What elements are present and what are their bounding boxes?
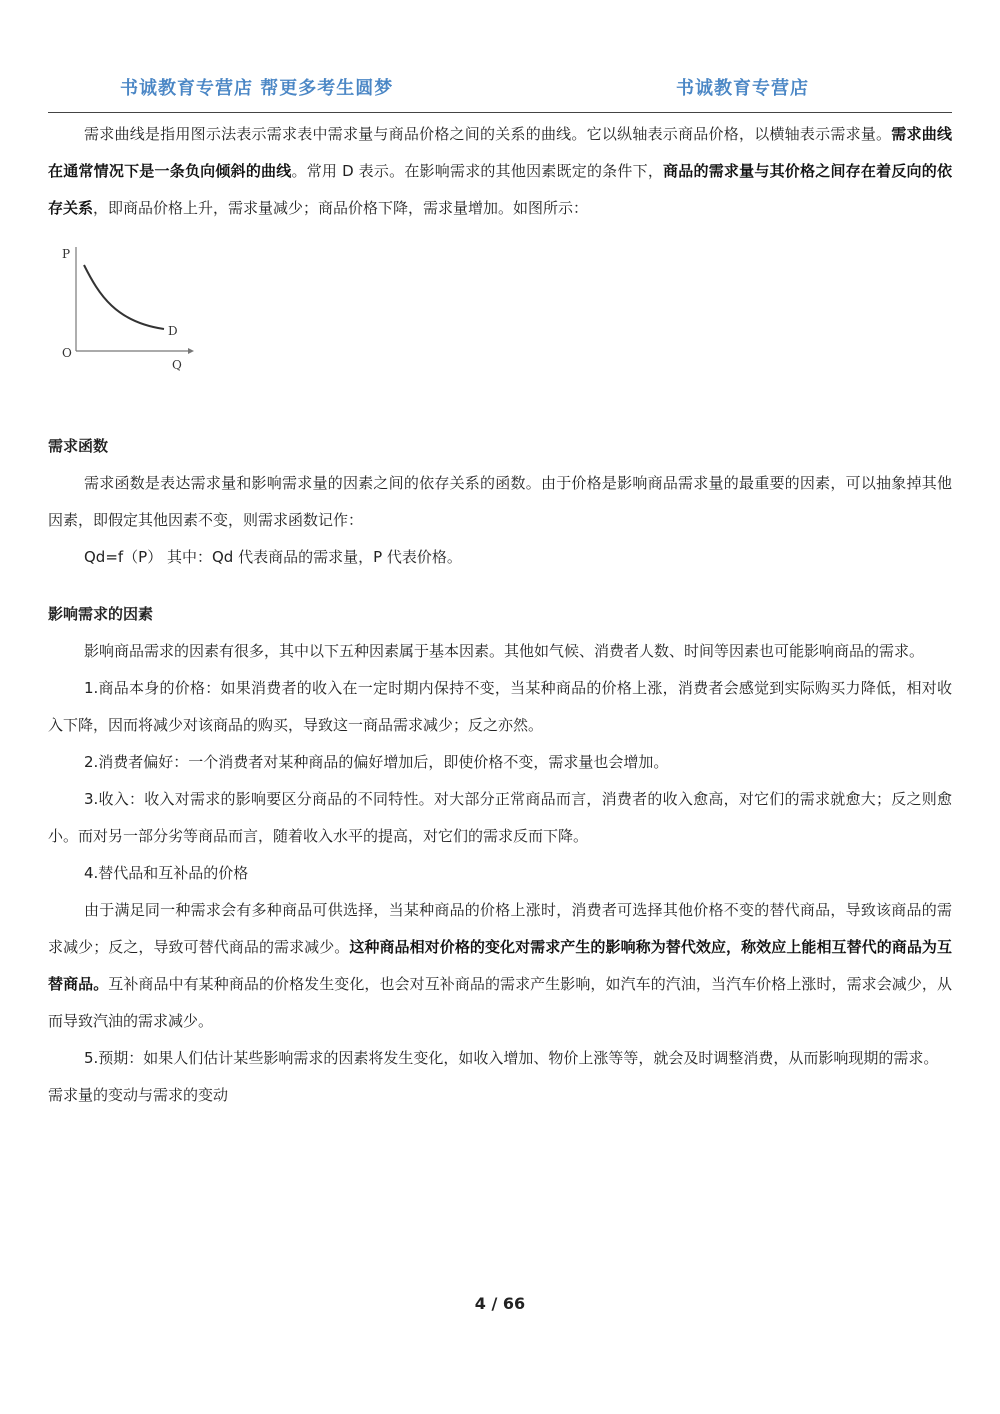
spacer: [48, 576, 952, 596]
page-number: 4 / 66: [474, 1294, 526, 1313]
intro-bold-1: 需求曲线在通常情况下是一条负向倾斜的曲线: [48, 125, 952, 180]
demand-function-paragraph: 需求函数是表达需求量和影响需求量的因素之间的依存关系的函数。由于价格是影响商品需求量的最重要的因素，可以抽象掉其他因素，即假定其他因素不变，则需求函数记作：: [48, 474, 952, 529]
demand-curve-figure: [54, 227, 952, 392]
spacer: [48, 392, 952, 428]
demand-factors-paragraph: 影响商品需求的因素有很多，其中以下五种因素属于基本因素。其他如气候、消费者人数、时间等因素也可能影响商品的需求。: [84, 642, 925, 660]
heading-quantity-vs-demand-change: 需求量的变动与需求的变动: [48, 1086, 229, 1104]
item4-bold: 这种商品相对价格的变化对需求产生的影响称为替代效应，称效应上能相互替代的商品为互替商品。: [48, 938, 952, 993]
demand-function-formula: Qd=f（P） 其中：Qd 代表商品的需求量，P 代表价格。: [84, 548, 462, 566]
p-axis-label: P: [62, 247, 71, 261]
factor-item-3: 3.收入：收入对需求的影响要区分商品的不同特性。对大部分正常商品而言，消费者的收入愈高，对它们的需求就愈大；反之则愈小。而对另一部分劣等商品而言，随着收入水平的提高，对它们的需求反而下降。: [48, 790, 952, 845]
page-header: [48, 70, 952, 113]
demand-curve-line: [84, 265, 164, 329]
item4-text-1: 由于满足同一种需求会有多种商品可供选择，当某种商品的价格上涨时，消费者可选择其他价格不变的替代商品，导致该商品的需求减少；反之，导致可替代商品的需求减少。: [48, 901, 952, 956]
page-content: [48, 116, 952, 1114]
factor-item-4-paragraph: [48, 892, 952, 1040]
origin-label: O: [62, 346, 72, 360]
heading-demand-factors: 影响需求的因素: [48, 605, 154, 623]
intro-text-3: ，即商品价格上升，需求量减少；商品价格下降，需求量增加。如图所示：: [93, 199, 589, 217]
demand-curve-chart: [54, 227, 204, 392]
item4-text-2: 互补商品中有某种商品的价格发生变化，也会对互补商品的需求产生影响，如汽车的汽油，当汽车价格上涨时，需求会减少，从而导致汽油的需求减少。: [48, 975, 952, 1030]
factor-item-4-title: 4.替代品和互补品的价格: [84, 864, 249, 882]
intro-text-2: 。常用 D 表示。在影响需求的其他因素既定的条件下，: [291, 162, 664, 180]
q-axis-label: Q: [172, 358, 182, 372]
intro-text-1: 需求曲线是指用图示法表示需求表中需求量与商品价格之间的关系的曲线。它以纵轴表示商品价格，以横轴表示需求量。: [84, 125, 892, 143]
x-axis-arrow: [188, 348, 194, 354]
header-right-text: 书诚教育专营店: [676, 78, 809, 99]
d-curve-label: D: [168, 324, 178, 338]
heading-demand-function: 需求函数: [48, 437, 109, 455]
factor-item-1: 1.商品本身的价格：如果消费者的收入在一定时期内保持不变，当某种商品的价格上涨，消费者会感觉到实际购买力降低，相对收入下降，因而将减少对该商品的购买，导致这一商品需求减少；反之亦然。: [48, 679, 952, 734]
intro-paragraph: [48, 116, 952, 227]
header-left-text: 书诚教育专营店 帮更多考生圆梦: [120, 78, 394, 99]
factor-item-2: 2.消费者偏好：一个消费者对某种商品的偏好增加后，即使价格不变，需求量也会增加。: [84, 753, 669, 771]
factor-item-5: 5.预期：如果人们估计某些影响需求的因素将发生变化，如收入增加、物价上涨等等，就会及时调整消费，从而影响现期的需求。: [84, 1049, 939, 1067]
intro-bold-2: 商品的需求量与其价格之间存在着反向的依存关系: [48, 162, 952, 217]
